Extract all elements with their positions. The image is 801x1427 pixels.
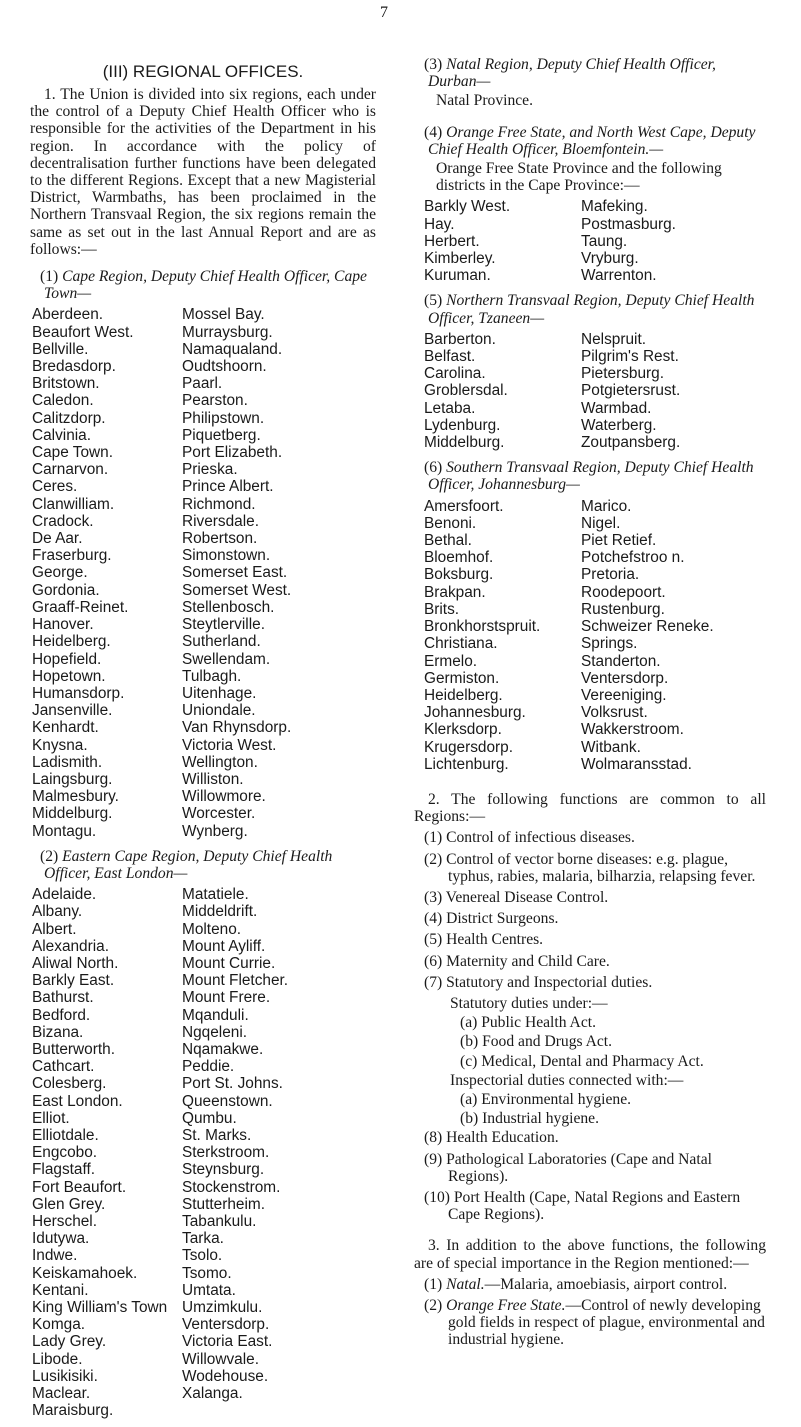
district-name: Potchefstroo n. — [581, 549, 685, 567]
district-name: Maraisburg. — [32, 1402, 114, 1420]
district-name: Bronkhorstspruit. — [424, 618, 541, 636]
region-2-title — [30, 848, 376, 882]
district-name: Simonstown. — [182, 547, 271, 565]
district-name: Belfast. — [424, 348, 476, 366]
district-name: Nelspruit. — [581, 330, 647, 348]
region-3-body: Natal Province. — [436, 92, 533, 110]
district-name: Pietersburg. — [581, 365, 664, 383]
region-6-district-list — [414, 498, 766, 773]
district-name: Beaufort West. — [32, 323, 134, 341]
district-name: Krugersdorp. — [424, 738, 513, 756]
district-name: Somerset West. — [182, 581, 292, 599]
special-item — [414, 1297, 766, 1349]
district-name: Willowvale. — [182, 1350, 259, 1368]
district-name: Oudtshoorn. — [182, 358, 267, 376]
district-name: Alexandria. — [32, 937, 109, 955]
district-name: Knysna. — [32, 736, 88, 754]
district-name: Sutherland. — [182, 633, 261, 651]
district-name: Stockenstrom. — [182, 1178, 281, 1196]
district-name: Montagu. — [32, 822, 97, 840]
district-name: Humansdorp. — [32, 684, 125, 702]
district-name: Roodepoort. — [581, 583, 666, 601]
left-column — [30, 62, 376, 1427]
statutory-item: (b) Food and Drugs Act. — [460, 1033, 613, 1051]
district-name: Brits. — [424, 600, 460, 618]
district-name: Williston. — [182, 770, 244, 788]
region-1-title-text: Cape Region, Deputy Chief Health Officer, Cape Town— — [44, 268, 367, 303]
region-2-district-list — [30, 886, 376, 1419]
district-name: Graaff-Reinet. — [32, 598, 129, 616]
district-name: Tsomo. — [182, 1264, 232, 1282]
district-name: Prieska. — [182, 461, 238, 479]
district-name: Engcobo. — [32, 1144, 98, 1162]
function-item: (3) Venereal Disease Control. — [424, 888, 609, 906]
district-name: Aliwal North. — [32, 954, 119, 972]
region-3-number: (3) — [424, 56, 443, 73]
region-4-number: (4) — [424, 123, 443, 141]
district-name: Vryburg. — [581, 250, 639, 268]
district-name: De Aar. — [32, 530, 83, 548]
district-name: Cape Town. — [32, 444, 113, 462]
district-name: Bedford. — [32, 1006, 91, 1024]
district-name: Ceres. — [32, 478, 78, 496]
district-name: Bethal. — [424, 532, 472, 550]
district-name: Barberton. — [424, 330, 496, 348]
district-name: Heidelberg. — [424, 686, 503, 704]
district-name: Clanwilliam. — [32, 495, 115, 513]
district-name: Mafeking. — [581, 198, 648, 216]
district-name: St. Marks. — [182, 1126, 252, 1144]
district-name: Xalanga. — [182, 1385, 243, 1403]
district-name: Benoni. — [424, 514, 477, 532]
district-name: Ngqeleni. — [182, 1023, 248, 1041]
district-name: Marico. — [581, 497, 632, 515]
district-name: Adelaide. — [32, 886, 97, 904]
district-name: Mount Currie. — [182, 954, 276, 972]
region-4-district-list — [414, 198, 766, 284]
district-name: Peddie. — [182, 1058, 235, 1076]
district-name: Warmbad. — [581, 399, 652, 417]
region-2-title-text: Eastern Cape Region, Deputy Chief Health Officer, East London— — [44, 847, 333, 882]
district-name: Wodehouse. — [182, 1367, 269, 1385]
special-item-number: (2) — [424, 1297, 447, 1314]
district-name: Idutywa. — [32, 1230, 90, 1248]
district-name: Kuruman. — [424, 267, 491, 285]
district-name: Steynsburg. — [182, 1161, 265, 1179]
district-name: King William's Town — [32, 1299, 168, 1317]
district-name: Willowmore. — [182, 788, 266, 806]
district-name: Vereeniging. — [581, 686, 667, 704]
district-name: Philipstown. — [182, 409, 265, 427]
district-name: Somerset East. — [182, 564, 288, 582]
district-name: Mount Ayliff. — [182, 937, 266, 955]
district-name: Middelburg. — [32, 805, 113, 823]
district-name: Tsolo. — [182, 1247, 223, 1265]
district-name: Wakkerstroom. — [581, 721, 684, 739]
district-name: Indwe. — [32, 1247, 78, 1265]
district-name: Kimberley. — [424, 250, 496, 268]
district-name: Volksrust. — [581, 704, 648, 722]
function-item: (5) Health Centres. — [424, 931, 544, 949]
district-name: Barkly West. — [424, 198, 511, 216]
district-name: Maclear. — [32, 1385, 91, 1403]
district-name: Van Rhynsdorp. — [182, 719, 292, 737]
district-name: Malmesbury. — [32, 788, 119, 806]
district-name: Riversdale. — [182, 512, 259, 530]
district-name: Piet Retief. — [581, 532, 657, 550]
district-name: Germiston. — [424, 669, 500, 687]
district-name: Middelburg. — [424, 434, 505, 452]
district-name: Flagstaff. — [32, 1161, 96, 1179]
region-6-number: (6) — [424, 459, 443, 477]
function-item: (2) Control of vector borne diseases: e.g. plague, typhus, rabies, malaria, bilharzia, relapsing fever. — [424, 850, 756, 885]
district-name: Bellville. — [32, 340, 89, 358]
district-name: Richmond. — [182, 495, 256, 513]
district-name: Lydenburg. — [424, 416, 501, 434]
region-1-district-list — [30, 306, 376, 839]
region-5-number: (5) — [424, 292, 443, 310]
district-name: Postmasburg. — [581, 215, 676, 233]
statutory-item: (a) Public Health Act. — [460, 1014, 596, 1032]
district-name: Colesberg. — [32, 1075, 107, 1093]
district-name: Tulbagh. — [182, 667, 242, 685]
function-item: (9) Pathological Laboratories (Cape and Natal Regions). — [424, 1150, 712, 1185]
district-name: Lusikisiki. — [32, 1367, 98, 1385]
section-heading: (III) REGIONAL OFFICES. — [102, 62, 304, 81]
district-name: Albany. — [32, 903, 83, 921]
district-name: Port Elizabeth. — [182, 444, 283, 462]
special-intro: 3. In addition to the above functions, the following are of special importance in the Region mentioned:— — [414, 1237, 766, 1272]
district-name: Robertson. — [182, 530, 258, 548]
district-name: Glen Grey. — [32, 1195, 106, 1213]
district-name: Steytlerville. — [182, 616, 265, 634]
district-name: Bathurst. — [32, 989, 94, 1007]
district-name: Kentani. — [32, 1281, 89, 1299]
district-name: Umtata. — [182, 1281, 236, 1299]
district-name: Victoria West. — [182, 736, 277, 754]
district-name: Herschel. — [32, 1213, 98, 1230]
district-name: Lichtenburg. — [424, 755, 509, 773]
district-name: Wynberg. — [182, 822, 248, 840]
district-name: Libode. — [32, 1350, 83, 1368]
inspectorial-heading: Inspectorial duties connected with:— — [450, 1071, 684, 1089]
district-name: Herbert. — [424, 232, 480, 250]
district-name: Butterworth. — [32, 1040, 115, 1058]
district-name: Springs. — [581, 635, 638, 653]
district-name: Hopetown. — [32, 667, 106, 685]
district-name: Elliot. — [32, 1109, 70, 1127]
special-list — [414, 1276, 766, 1349]
district-name: Ladismith. — [32, 753, 103, 771]
district-name: Carnarvon. — [32, 461, 109, 479]
district-name: Fort Beaufort. — [32, 1178, 127, 1196]
district-name: Mount Frere. — [182, 989, 271, 1007]
statutory-item: (c) Medical, Dental and Pharmacy Act. — [460, 1052, 704, 1070]
district-name: Letaba. — [424, 399, 476, 417]
district-name: Pearston. — [182, 392, 248, 410]
district-name: Kenhardt. — [32, 719, 99, 737]
function-item: (8) Health Education. — [424, 1129, 559, 1147]
district-name: Calvinia. — [32, 426, 92, 444]
district-name: Molteno. — [182, 920, 242, 938]
district-name: Nqamakwe. — [182, 1040, 264, 1058]
region-3-title-text: Natal Region, Deputy Chief Health Officer, Durban— — [428, 56, 716, 91]
page-number: 7 — [380, 4, 388, 21]
district-name: Uniondale. — [182, 702, 256, 720]
inspectorial-item: (a) Environmental hygiene. — [460, 1090, 632, 1108]
statutory-heading: Statutory duties under:— — [450, 994, 608, 1012]
special-item-region: Natal. — [446, 1275, 485, 1293]
function-item: (4) District Surgeons. — [424, 910, 559, 928]
region-2-number: (2) — [40, 847, 59, 865]
district-name: Boksburg. — [424, 566, 494, 584]
region-5-district-list — [414, 331, 766, 451]
functions-list — [414, 829, 766, 1223]
district-name: Standerton. — [581, 652, 661, 670]
district-name: Port St. Johns. — [182, 1075, 283, 1093]
district-name: Wellington. — [182, 753, 258, 771]
district-name: Paarl. — [182, 375, 223, 393]
special-item-number: (1) — [424, 1275, 447, 1293]
district-name: Swellendam. — [182, 650, 271, 668]
district-name: Namaqualand. — [182, 340, 283, 358]
district-name: Bloemhof. — [424, 549, 494, 567]
district-name: Middeldrift. — [182, 903, 258, 921]
special-item-region: Orange Free State. — [446, 1297, 566, 1314]
district-name: Zoutpansberg. — [581, 434, 681, 452]
function-item: (1) Control of infectious diseases. — [424, 829, 635, 847]
district-name: Brakpan. — [424, 583, 486, 601]
district-name: Mqanduli. — [182, 1006, 249, 1024]
right-column — [414, 56, 766, 1353]
district-name: George. — [32, 564, 88, 582]
district-name: Jansenville. — [32, 702, 113, 720]
region-4-body: Orange Free State Province and the following districts in the Cape Province:— — [436, 160, 722, 195]
function-item: (10) Port Health (Cape, Natal Regions and Eastern Cape Regions). — [424, 1188, 741, 1224]
region-1-title — [30, 268, 376, 302]
district-name: Carolina. — [424, 365, 486, 383]
district-name: Potgietersrust. — [581, 382, 681, 400]
district-name: Piquetberg. — [182, 426, 261, 444]
district-name: Pretoria. — [581, 566, 640, 584]
district-name: Mossel Bay. — [182, 306, 265, 324]
region-4-title-text: Orange Free State, and North West Cape, Deputy Chief Health Officer, Bloemfontein.— — [428, 123, 756, 158]
district-name: Murraysburg. — [182, 323, 273, 341]
district-name: Ermelo. — [424, 652, 478, 670]
district-name: Hay. — [424, 215, 455, 233]
special-item-text: —Control of newly developing gold fields in respect of plague, environmental and industrial hygiene. — [448, 1297, 765, 1349]
district-name: Hanover. — [32, 616, 94, 634]
district-name: Matatiele. — [182, 886, 249, 904]
district-name: Wolmaransstad. — [581, 755, 692, 773]
district-name: Hopefield. — [32, 650, 102, 668]
district-name: Tabankulu. — [182, 1213, 257, 1230]
region-1-number: (1) — [40, 268, 59, 286]
inspectorial-item: (b) Industrial hygiene. — [460, 1110, 600, 1128]
district-name: Tarka. — [182, 1230, 224, 1248]
function-item: (7) Statutory and Inspectorial duties. — [424, 973, 653, 991]
district-name: Albert. — [32, 920, 77, 938]
district-name: East London. — [32, 1092, 123, 1110]
district-name: Waterberg. — [581, 416, 657, 434]
district-name: Prince Albert. — [182, 478, 274, 496]
district-name: Komga. — [32, 1316, 86, 1334]
special-item — [414, 1276, 766, 1293]
district-name: Amersfoort. — [424, 497, 504, 515]
region-3-title — [414, 56, 766, 90]
district-name: Sterkstroom. — [182, 1144, 270, 1162]
district-name: Pilgrim's Rest. — [581, 348, 679, 366]
district-name — [182, 1402, 372, 1419]
district-name: Uitenhage. — [182, 684, 257, 702]
district-name: Heidelberg. — [32, 633, 111, 651]
district-name: Britstown. — [32, 375, 100, 393]
district-name: Johannesburg. — [424, 704, 526, 722]
district-name: Stellenbosch. — [182, 598, 275, 616]
district-name: Umzimkulu. — [182, 1299, 263, 1317]
region-6-title-text: Southern Transvaal Region, Deputy Chief Health Officer, Johannesburg— — [428, 459, 754, 494]
district-name: Bredasdorp. — [32, 358, 116, 376]
district-name: Queenstown. — [182, 1092, 273, 1110]
district-name: Barkly East. — [32, 972, 115, 990]
district-name: Witbank. — [581, 738, 641, 756]
intro-paragraph: 1. The Union is divided into six regions, each under the control of a Deputy Chief Health Officer who is responsible for the activities of the Department in his region. In accordance with the policy of decentralisation further functions have been delegated to the different Regions. Except that a new Magisterial District, Warmbaths, has been proclaimed in the Northern Transvaal Region, the six regions remain the same as set out in the last Annual Report and are as follows:— — [30, 86, 376, 258]
district-name: Aberdeen. — [32, 306, 104, 324]
district-name: Cathcart. — [32, 1058, 95, 1076]
district-name: Klerksdorp. — [424, 721, 502, 739]
region-5-title — [414, 292, 766, 326]
district-name: Victoria East. — [182, 1333, 273, 1351]
district-name: Keiskamahoek. — [32, 1264, 138, 1282]
district-name: Schweizer Reneke. — [581, 618, 714, 636]
district-name: Christiana. — [424, 635, 498, 653]
functions-intro: 2. The following functions are common to all Regions:— — [414, 790, 766, 826]
district-name: Bizana. — [32, 1023, 84, 1041]
district-name: Caledon. — [32, 392, 94, 410]
district-name: Ventersdorp. — [182, 1316, 270, 1334]
district-name: Qumbu. — [182, 1109, 237, 1127]
function-item: (6) Maternity and Child Care. — [424, 952, 610, 970]
district-name: Cradock. — [32, 512, 94, 530]
special-item-text: —Malaria, amoebiasis, airport control. — [484, 1275, 728, 1293]
district-name: Calitzdorp. — [32, 409, 106, 427]
district-name: Groblersdal. — [424, 382, 508, 400]
district-name: Elliotdale. — [32, 1126, 99, 1144]
district-name: Fraserburg. — [32, 547, 112, 565]
region-4-title — [414, 124, 766, 158]
region-6-title — [414, 459, 766, 493]
district-name: Rustenburg. — [581, 600, 665, 618]
region-5-title-text: Northern Transvaal Region, Deputy Chief Health Officer, Tzaneen— — [428, 292, 755, 327]
district-name: Nigel. — [581, 514, 621, 532]
district-name: Lady Grey. — [32, 1333, 107, 1351]
district-name: Warrenton. — [581, 267, 657, 285]
district-name: Gordonia. — [32, 581, 100, 599]
district-name: Taung. — [581, 232, 628, 250]
district-name: Ventersdorp. — [581, 669, 669, 687]
district-name: Mount Fletcher. — [182, 972, 289, 990]
district-name: Laingsburg. — [32, 770, 113, 788]
district-name: Stutterheim. — [182, 1195, 265, 1213]
district-name: Worcester. — [182, 805, 256, 823]
